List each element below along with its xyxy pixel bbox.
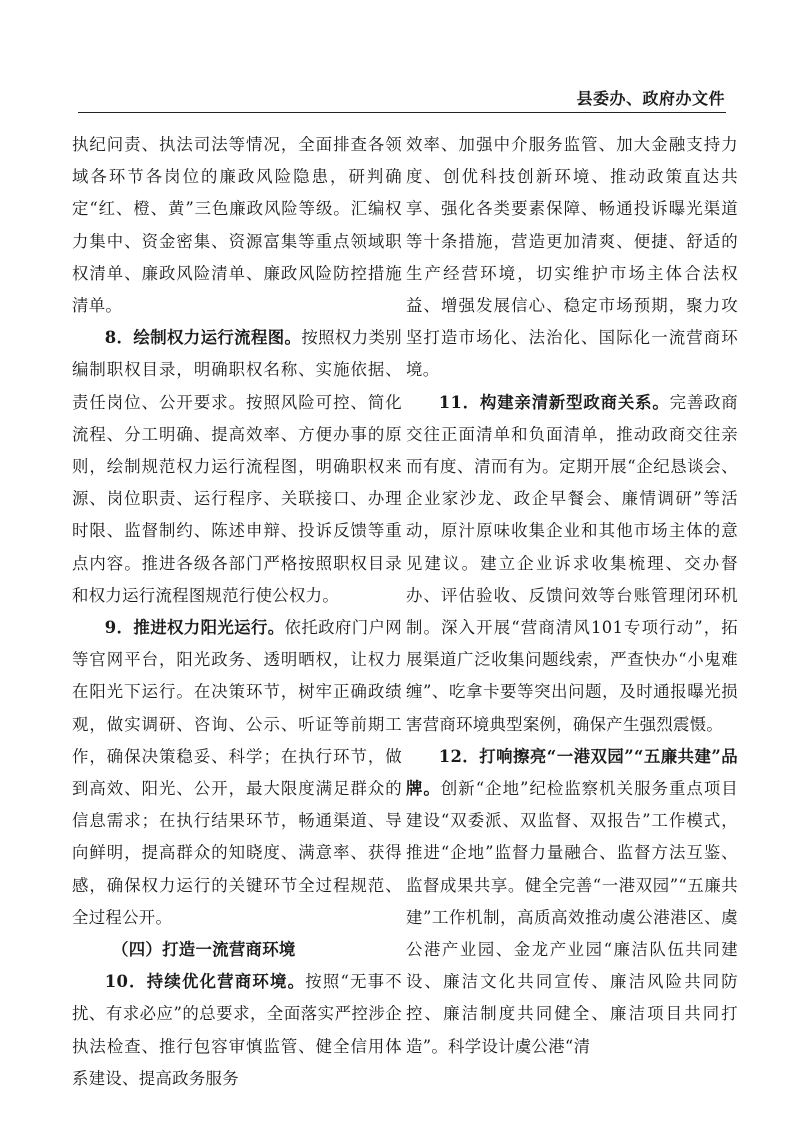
section-heading: （四）打造一流营商环境	[112, 940, 296, 960]
paragraph-text: 依托政府门户网等官网平台，阳光政务、透明晒权，让权力在阳光下运行。在决策环节，树牢正确政绩观，做实调研、咨询、公示、听证等前期工作，确保决策稳妥、科学；在执行环节，做到高效、阳光、公开，最大限度满足群众的信息需求；在执行结果环节，畅通渠道、导向鲜明，提高群众的知晓度、满意率、获得感，确保权力运行的关键环节全过程规范、全过程公开。	[72, 618, 402, 927]
item-heading: 10．持续优化营商环境。	[104, 972, 306, 992]
paragraph-text: 按照权力类别编制职权目录，明确职权名称、实施依据、责任岗位、公开要求。按照风险可控、简化流程、分工明确、提高效率、方便办事的原则，绘制规范权力运行流程图，明确职权来源、岗位职责、运行程序、关联接口、办理时限、监督制约、陈述申辩、投诉反馈等重点内容。推进各级各部门严格按照职权目录和权力运行流程图规范行使公权力。	[72, 328, 402, 605]
paragraph-item-9	[72, 612, 402, 934]
left-column	[72, 129, 402, 1095]
item-heading: 9．推进权力阳光运行。	[104, 618, 285, 638]
paragraph-item-11	[406, 387, 738, 741]
paragraph-text: 执纪问责、执法司法等情况，全面排查各领域各环节各岗位的廉政风险隐患，研判确定“红、橙、黄”三色廉政风险等级。汇编权力集中、资金密集、资源富集等重点领域职权清单、廉政风险清单、廉政风险防控措施清单。	[72, 135, 402, 316]
header-title: 县委办、政府办文件	[576, 89, 725, 108]
item-heading: 11．构建亲清新型政商关系。	[438, 392, 670, 412]
paragraph-item-10	[72, 966, 402, 1095]
paragraph-text: 完善政商交往正面清单和负面清单，推动政商交往亲而有度、清而有为。定期开展“企纪恳谈会、企业家沙龙、政企早餐会、廉情调研”等活动，原汁原味收集企业和其他市场主体的意见建议。建立企业诉求收集梳理、交办督办、评估验收、反馈问效等台账管理闭环机制。深入开展“营商清风101专项行动”，拓展渠道广泛收集问题线索，严查快办“小鬼难缠”、吃拿卡要等突出问题，及时通报曝光损害营商环境典型案例，确保产生强烈震慑。	[406, 392, 738, 734]
paragraph-text: 创新“企地”纪检监察机关服务重点项目建设“双委派、双监督、双报告”工作模式，推进“企地”监督力量融合、监督方法互鉴、监督成果共享。健全完善“一港双园”“五廉共建”工作机制，高质高效推动虞公港港区、虞公港产业园、金龙产业园“廉洁队伍共同建设、廉洁文化共同宣传、廉洁风险共同防控、廉洁制度共同健全、廉洁项目共同打造”。科学设计虞公港“清	[406, 779, 738, 1056]
paragraph-item-8	[72, 322, 402, 612]
item-heading: 8．绘制权力运行流程图。	[104, 328, 302, 348]
right-column	[406, 129, 738, 1063]
paragraph-continued	[406, 129, 738, 387]
header-divider	[78, 112, 726, 113]
paragraph-item-12	[406, 741, 738, 1063]
page-header	[80, 86, 725, 110]
paragraph-text: 效率、加强中介服务监管、加大金融支持力度、创优科技创新环境、推动政策直达共享、强化各类要素保障、畅通投诉曝光渠道等十条措施，营造更加清爽、便捷、舒适的生产经营环境，切实维护市场主体合法权益、增强发展信心、稳定市场预期，聚力攻坚打造市场化、法治化、国际化一流营商环境。	[406, 135, 738, 380]
paragraph-continued	[72, 129, 402, 322]
paragraph-text: 按照“无事不扰、有求必应”的总要求，全面落实严控涉企执法检查、推行包容审慎监管、健全信用体系建设、提高政务服务	[72, 972, 402, 1088]
item-heading: 12．打响擦亮“一港双园”“五廉共建”品牌。	[406, 746, 738, 799]
